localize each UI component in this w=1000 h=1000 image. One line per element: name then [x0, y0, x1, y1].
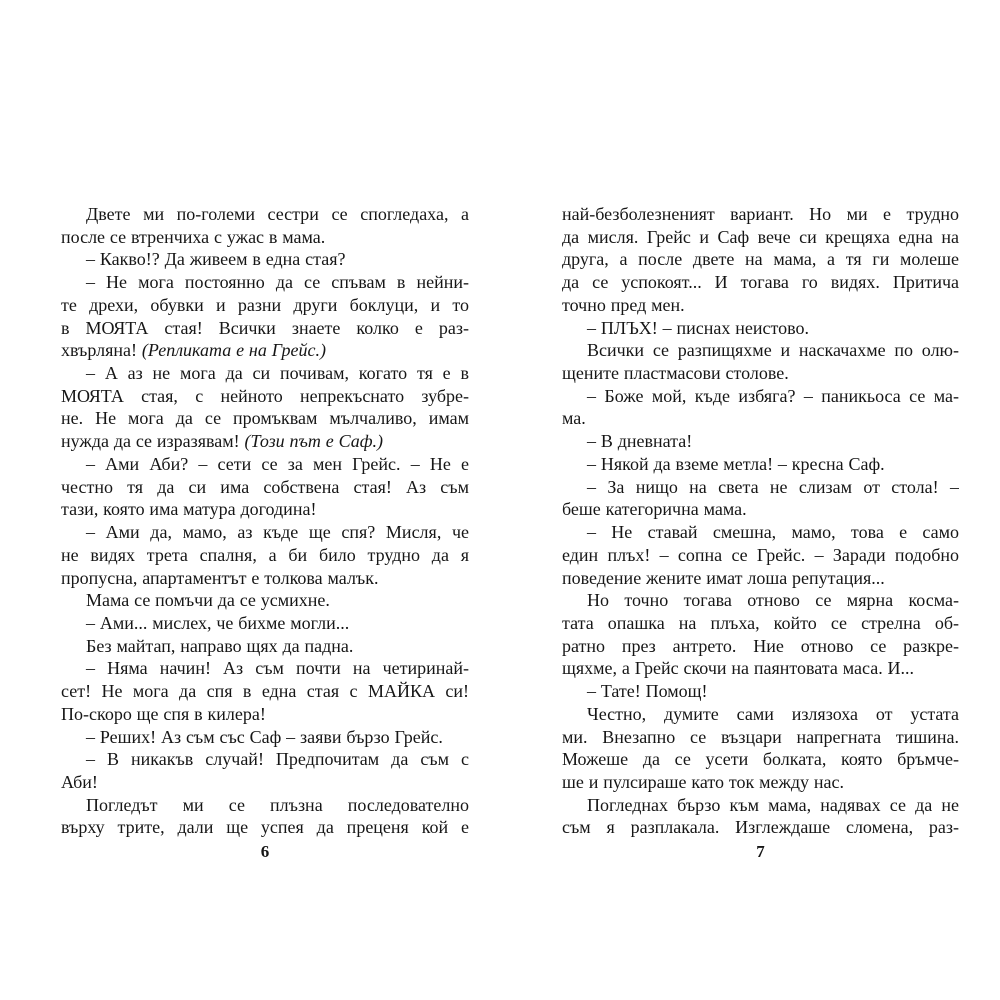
parenthetical-note: (Репликата е на Грейс.)	[141, 340, 326, 361]
text-line: – Ами Аби? – сети се за мен Грейс. – Не е	[86, 453, 469, 474]
text-line: – Не ставай смешна, мамо, това е само	[587, 522, 959, 543]
text-line: Погледът ми се плъзна последователно	[86, 794, 469, 815]
text-line: поведение жените имат лоша репутация...	[562, 567, 885, 588]
parenthetical-note: (Този път е Саф.)	[244, 431, 383, 452]
text-line: в МОЯТА стая! Всички знаете колко е раз-	[61, 317, 469, 338]
text-line: – В никакъв случай! Предпочитам да съм с	[86, 749, 469, 770]
text-line: – Тате! Помощ!	[587, 681, 708, 702]
text-line: – ПЛЪХ! – писнах неистово.	[587, 317, 809, 338]
text-line: – Какво!? Да живеем в една стая?	[86, 249, 346, 270]
text-line: върху трите, дали ще успея да преценя кой е	[61, 817, 469, 838]
text-line: Честно, думите сами излязоха от устата	[587, 703, 959, 724]
text-line: тата опашка на плъха, който се стрелна об-	[562, 612, 959, 633]
text-line: – А аз не мога да си почивам, когато тя е в	[86, 363, 469, 384]
text-line: ратно през антрето. Ние отново се разкре-	[562, 635, 959, 656]
text-line: не видях трета спалня, а би било трудно да я	[61, 544, 469, 565]
text-line	[61, 430, 469, 453]
text-line: – Няма начин! Аз съм почти на четиринай-	[86, 658, 469, 679]
text-line: – Реших! Аз съм със Саф – заяви бързо Грейс.	[86, 726, 443, 747]
text-line: най-безболезненият вариант. Но ми е трудно	[562, 204, 959, 224]
text-line: честно тя да си има собствена стая! Аз съм	[61, 476, 469, 497]
text-line: Можеше да се усети болката, която бръмче-	[562, 749, 959, 770]
text-line: Но точно тогава отново се мярна косма-	[587, 590, 959, 611]
text-line: сет! Не мога да спя в една стая с МАЙКА си!	[61, 681, 469, 702]
text-line: после се втренчиха с ужас в мама.	[61, 226, 326, 247]
text-line: щените пластмасови столове.	[562, 363, 789, 384]
text-line: пропусна, апартаментът е толкова малък.	[61, 567, 379, 588]
text-line: – Ами да, мамо, аз къде ще спя? Мисля, че	[86, 522, 469, 543]
text-line: Двете ми по-големи сестри се спогледаха, а	[86, 204, 469, 224]
text-line: един плъх! – сопна се Грейс. – Заради подобно	[562, 544, 959, 565]
right-page-text-block	[562, 203, 959, 839]
text-line: – Боже мой, къде избяга? – паникьоса се ма-	[587, 385, 959, 406]
text-line: – Ами... мислех, че бихме могли...	[86, 612, 350, 633]
text-line: беше категорична мама.	[562, 499, 747, 520]
text-line: Погледнах бързо към мама, надявах се да не	[587, 794, 959, 815]
text-line: те дрехи, обувки и разни други боклуци, и то	[61, 294, 469, 315]
text-line: Мама се помъчи да се усмихне.	[86, 590, 330, 611]
text-line: Без майтап, направо щях да падна.	[86, 635, 354, 656]
text-line: – Някой да вземе метла! – кресна Саф.	[587, 453, 885, 474]
text-line: Всички се разпищяхме и наскачахме по олю-	[587, 340, 959, 361]
text-line: съм я разплакала. Изглеждаше сломена, раз-	[562, 817, 959, 838]
text-line: тази, която има матура догодина!	[61, 499, 317, 520]
text-line: точно пред мен.	[562, 294, 685, 315]
text-segment: хвърляна!	[61, 340, 142, 361]
text-line: – Не мога постоянно да се спъвам в нейни-	[86, 272, 469, 293]
text-line: ми. Внезапно се възцари напрегната тишина.	[562, 726, 959, 747]
text-line: ше и пулсираше като ток между нас.	[562, 771, 845, 792]
text-line: По-скоро ще спя в килера!	[61, 703, 266, 724]
left-page-text-block	[61, 203, 469, 839]
text-line: – За нищо на света не слизам от стола! –	[587, 476, 959, 497]
text-line: МОЯТА стая, с нейното непрекъснато зубре-	[61, 385, 469, 406]
page-number-left: 6	[260, 842, 270, 861]
text-line: Аби!	[61, 771, 98, 792]
page-number-right: 7	[756, 842, 765, 861]
text-line: друга, а после двете на мама, а тя ги молеше	[562, 249, 959, 270]
text-line: да се успокоят... И тогава го видях. Притича	[562, 272, 959, 293]
text-line: – В дневната!	[587, 431, 693, 452]
text-line	[61, 339, 469, 362]
text-line: ма.	[562, 408, 586, 429]
text-line: не. Не мога да се промъквам мълчаливо, имам	[61, 408, 469, 429]
text-line: щяхме, а Грейс скочи на паянтовата маса. И...	[562, 658, 915, 679]
text-segment: нужда да се изразявам!	[61, 431, 245, 452]
text-line: да мисля. Грейс и Саф вече си крещяха една на	[562, 226, 959, 247]
